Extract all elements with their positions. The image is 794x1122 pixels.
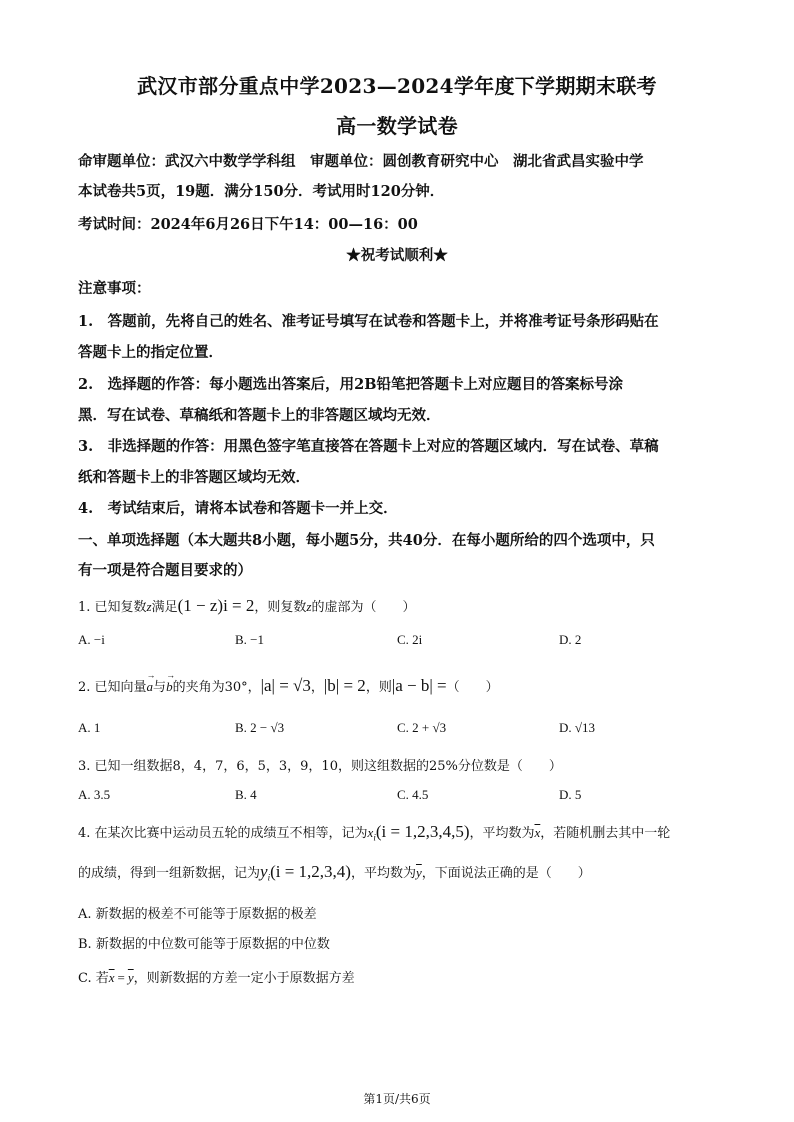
question-4-line-1 [78, 822, 670, 843]
q1-post: ，则复数 [254, 600, 307, 615]
q4-option-c [78, 967, 355, 986]
note-1-line-2: 答题卡上的指定位置． [78, 344, 223, 361]
question-2: 2. 已知向量→ a与→ b的夹角为30°，|a| = √3，|b| = 2，则|a − b| =（ ） [78, 676, 499, 696]
q2-option-d: D. √13 [559, 720, 596, 735]
q4-range-1: (i = 1,2,3,4,5) [375, 822, 470, 841]
q1-var-z2: z [306, 599, 312, 614]
q1-mid: 满足 [151, 600, 178, 615]
q4-y-sub: i [267, 872, 271, 883]
section-1-heading-line-2: 有一项是符合题目要求的） [78, 562, 252, 579]
exam-subtitle: 高一数学试卷 [336, 114, 458, 138]
authoring-info: 命审题单位：武汉六中数学学科组 审题单位：圆创教育研究中心 湖北省武昌实验中学 [78, 153, 644, 170]
q4-range-2: (i = 1,2,3,4) [270, 862, 351, 881]
question-1 [78, 596, 415, 616]
q4-xbar: $\overline{x}$ [534, 825, 541, 840]
q2-difference: |a − b| = [391, 676, 447, 695]
q2-pre: 2. 已知向量 [78, 680, 147, 695]
note-2-line-1: 2. 选择题的作答：每小题选出答案后，用2B铅笔把答题卡上对应题目的答案标号涂 [78, 376, 623, 393]
q4-text-1: 4. 在某次比赛中运动员五轮的成绩互不相等，记为 [78, 826, 368, 841]
note-1-line-1: 1. 答题前，先将自己的姓名、准考证号填写在试卷和答题卡上，并将准考证号条形码贴在 [78, 313, 659, 330]
paper-info: 本试卷共5页，19题．满分150分．考试用时120分钟． [78, 183, 445, 200]
q4-text-4: 的成绩，得到一组新数据，记为 [78, 866, 261, 881]
q1-option-c: C. 2i [397, 632, 423, 647]
page-number: 第1页/共6页 [363, 1092, 431, 1106]
q3-option-c: C. 4.5 [397, 787, 429, 802]
q2-vector-a: → a [147, 679, 154, 695]
q4-x-sub: i [373, 832, 376, 843]
q4-text-6: ，下面说法正确的是（ ） [421, 866, 591, 881]
note-2-line-2: 黑．写在试卷、草稿纸和答题卡上的非答题区域均无效． [78, 407, 441, 424]
q4-option-a: A. 新数据的极差不可能等于原数据的极差 [78, 907, 317, 922]
q1-option-b: B. −1 [235, 632, 265, 647]
question-3: 3. 已知一组数据8，4，7，6，5，3，9，10，则这组数据的25%分位数是（ ） [78, 759, 562, 774]
q2-vector-b: → b [166, 679, 173, 695]
q2-a-magnitude: |a| = √3 [260, 676, 311, 695]
q2-b-magnitude: |b| = 2 [323, 676, 366, 695]
q2-option-a: A. 1 [78, 720, 101, 735]
section-1-heading-line-1: 一、单项选择题（本大题共8小题，每小题5分，共40分．在每小题所给的四个选项中，只 [78, 532, 655, 549]
q4-c-post: ，则新数据的方差一定小于原数据方差 [133, 971, 355, 986]
q1-option-a: A. −i [78, 632, 105, 647]
q4-text-3: ，若随机删去其中一轮 [540, 826, 671, 841]
q2-angle: 的夹角为30°， [172, 680, 261, 695]
good-luck: ★祝考试顺利★ [346, 247, 448, 264]
q2-option-c: C. 2 + √3 [397, 720, 447, 735]
q1-var-z: z [146, 599, 152, 614]
q4-option-b: B. 新数据的中位数可能等于原数据的中位数 [78, 937, 330, 952]
note-3-line-1: 3. 非选择题的作答：用黑色签字笔直接答在答题卡上对应的答题区域内．写在试卷、草稿 [78, 438, 659, 455]
q4-c-xbar: $\overline{x}$ [108, 970, 115, 985]
note-3-line-2: 纸和答题卡上的非答题区域均无效． [78, 469, 310, 486]
q4-c-eq: = [117, 970, 125, 985]
q1-formula: (1 − z)i = 2 [177, 596, 255, 615]
q2-end: （ ） [446, 680, 499, 695]
q2-then: ，则 [365, 680, 392, 695]
notes-heading: 注意事项： [78, 280, 151, 297]
q3-option-a: A. 3.5 [78, 787, 111, 802]
q3-option-d: D. 5 [559, 787, 582, 802]
question-4-line-2 [78, 862, 591, 883]
exam-time: 考试时间：2024年6月26日下午14：00—16：00 [78, 216, 418, 233]
q4-text-5: ，平均数为 [350, 866, 416, 881]
q1-pre: 1. 已知复数 [78, 600, 147, 615]
q2-and: 与 [153, 680, 167, 695]
q4-text-2: ，平均数为 [469, 826, 535, 841]
q2-option-b: B. 2 − √3 [235, 720, 285, 735]
q4-x: x [367, 825, 374, 840]
q4-c-ybar: $\overline{y}$ [127, 970, 134, 985]
q1-option-d: D. 2 [559, 632, 582, 647]
note-4: 4. 考试结束后，请将本试卷和答题卡一并上交． [78, 500, 398, 517]
exam-title: 武汉市部分重点中学2023—2024学年度下学期期末联考 [137, 74, 657, 98]
q4-ybar: $\overline{y}$ [415, 865, 422, 880]
q3-option-b: B. 4 [235, 787, 257, 802]
q1-post2: 的虚部为（ ） [311, 600, 416, 615]
q4-c-pre: C. 若 [78, 971, 109, 986]
q4-y: y [260, 862, 268, 881]
